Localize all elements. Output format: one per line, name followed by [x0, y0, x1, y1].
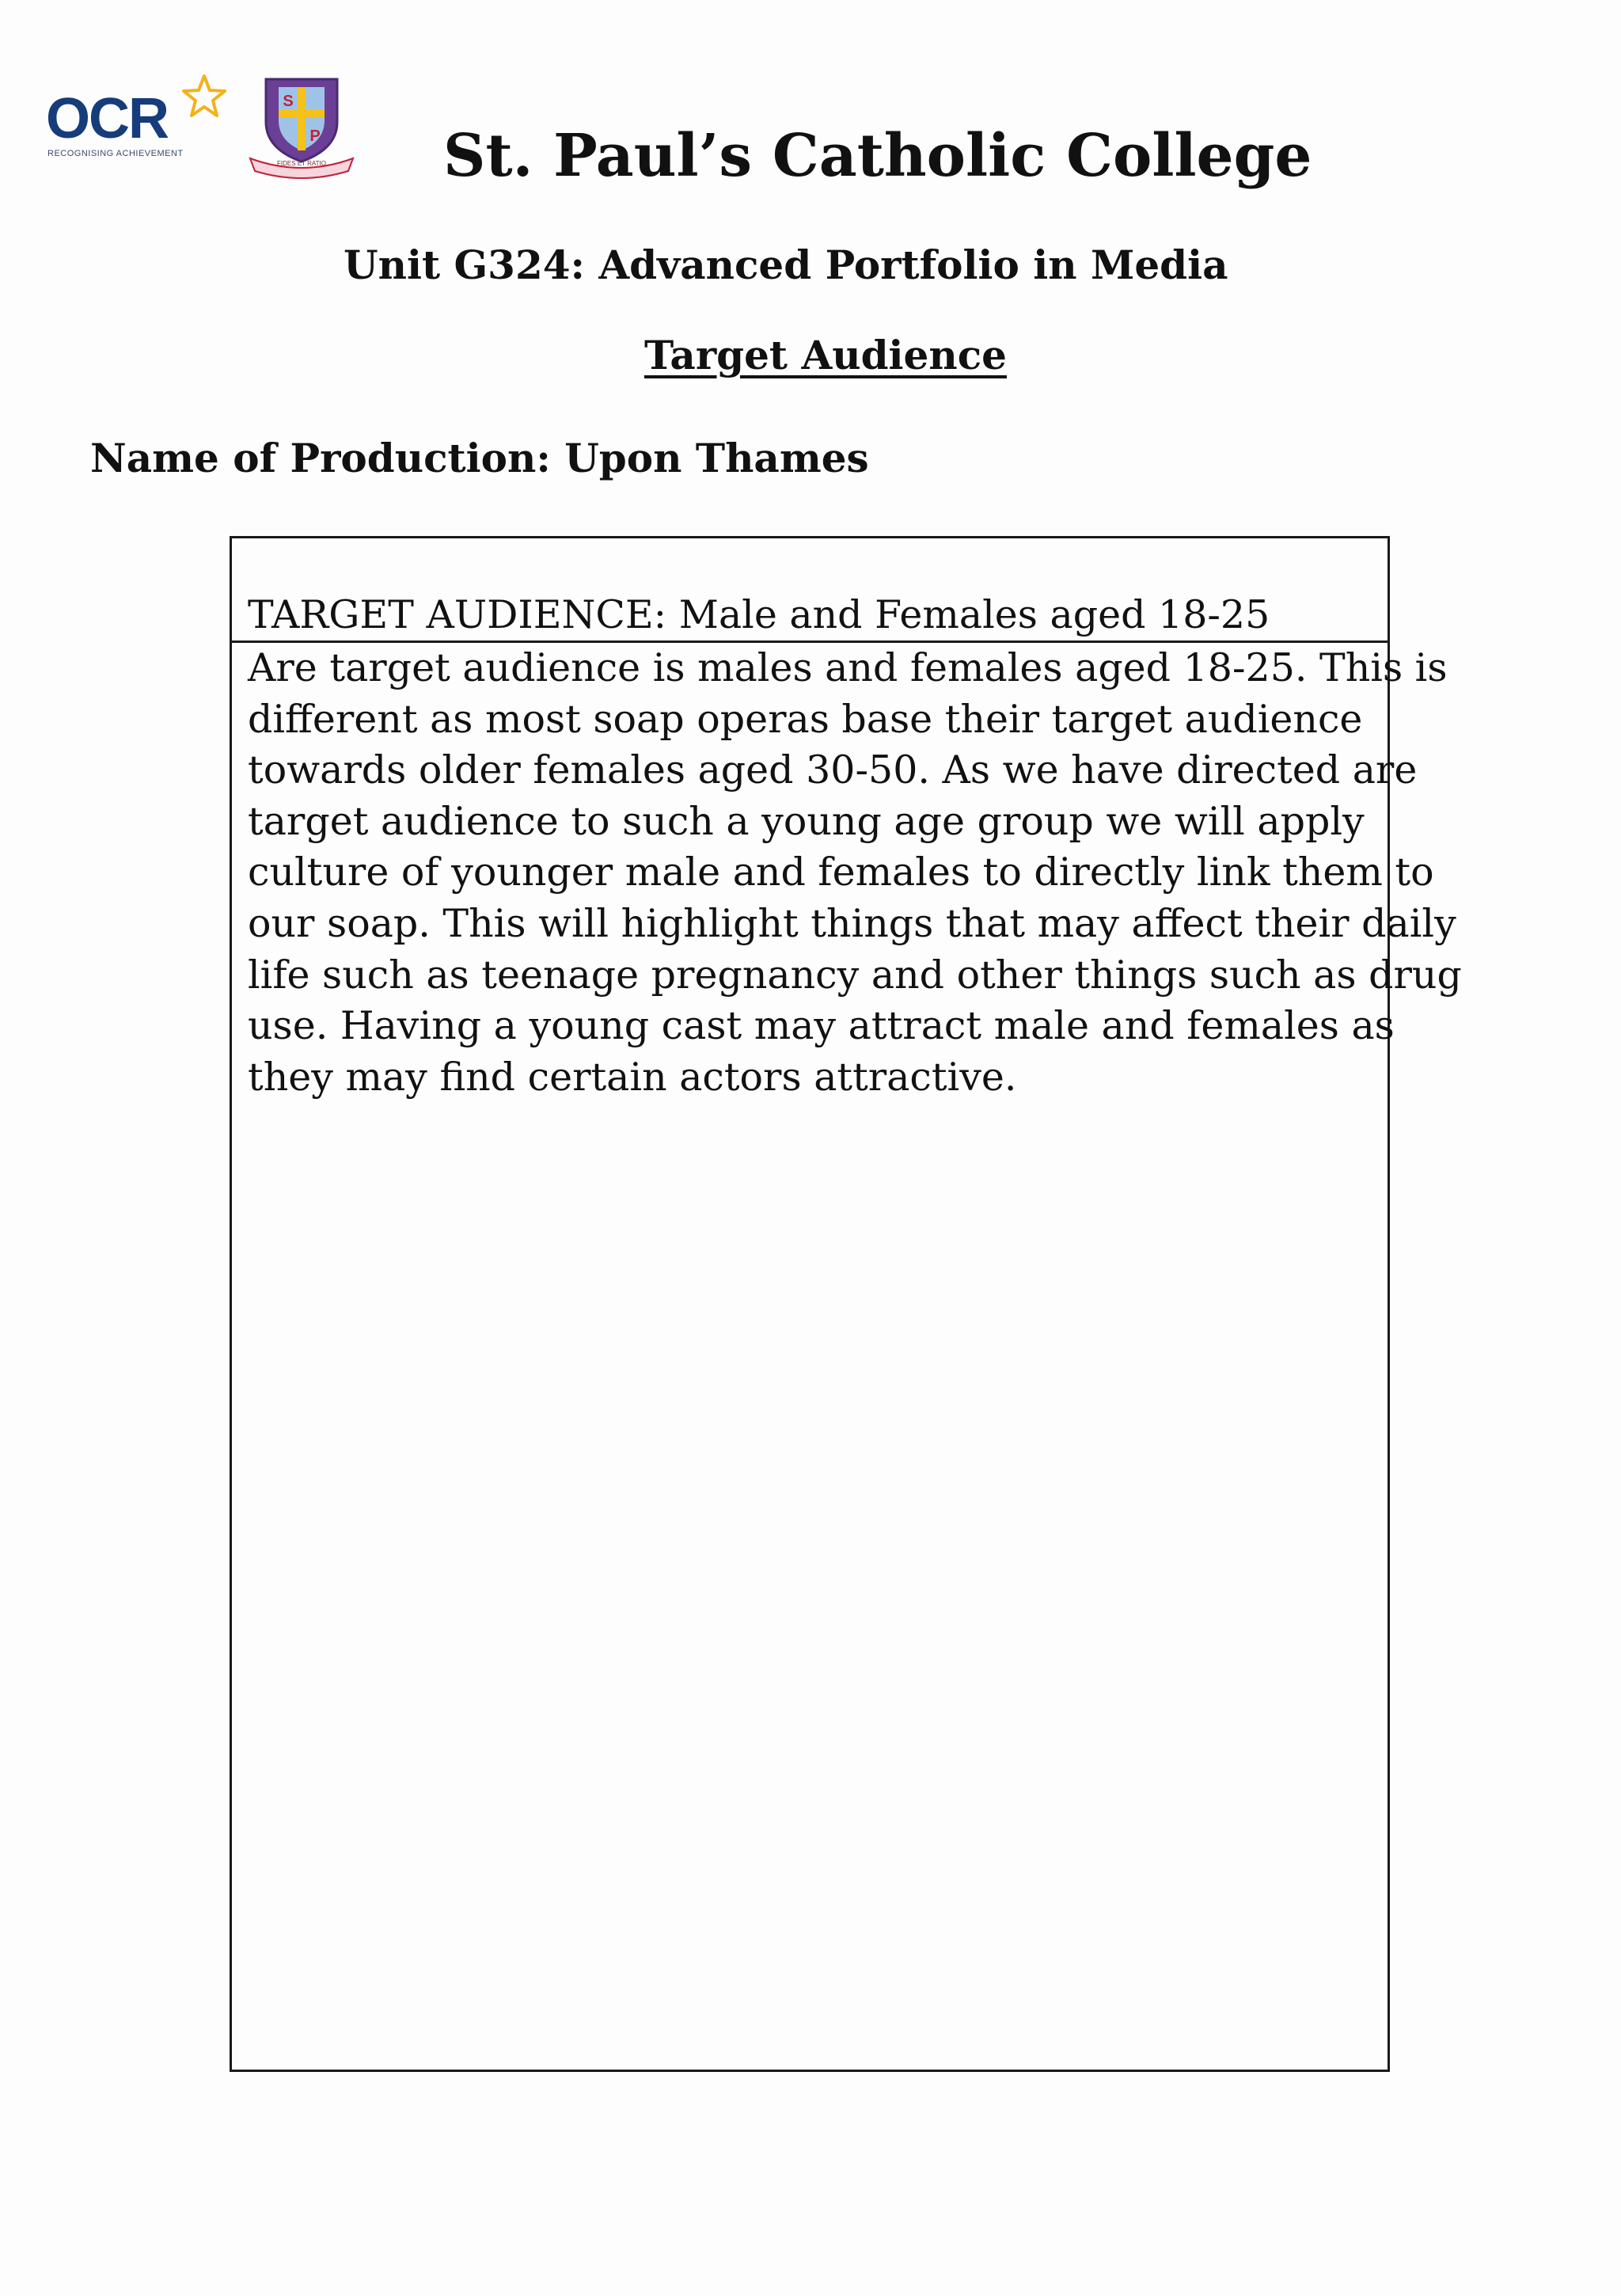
body-line: life such as teenage pregnancy and other things such as drug: [248, 952, 1462, 998]
star-icon: [180, 73, 228, 120]
body-line: Are target audience is males and females aged 18-25. This is: [248, 645, 1448, 690]
target-audience-header-cell: [232, 538, 1388, 643]
college-name: St. Paul’s Catholic College: [443, 122, 1312, 190]
unit-title: Unit G324: Advanced Portfolio in Media: [344, 241, 1228, 288]
ocr-logo: [46, 73, 228, 166]
body-line: they may find certain actors attractive.: [248, 1054, 1017, 1100]
production-name: Name of Production: Upon Thames: [90, 435, 869, 481]
body-line: our soap. This will highlight things that may affect their daily: [248, 900, 1456, 946]
body-line: use. Having a young cast may attract male and females as: [248, 1003, 1395, 1049]
body-line: target audience to such a young age group we will apply: [248, 798, 1365, 844]
crest-motto: FIDES ET RATIO: [277, 160, 326, 167]
section-title: Target Audience: [644, 332, 1007, 378]
target-audience-table: [230, 536, 1462, 2072]
college-crest: [242, 73, 361, 184]
crest-shield-icon: [242, 73, 361, 184]
body-line: culture of younger male and females to directly link them to: [248, 850, 1434, 895]
crest-letter-s: S: [283, 93, 294, 110]
target-audience-body-cell: [248, 643, 1462, 1103]
body-line: different as most soap operas base their target audience: [248, 696, 1363, 742]
target-audience-heading: TARGET AUDIENCE: Male and Females aged 18-25: [248, 592, 1270, 637]
ocr-logo-text: OCR: [46, 87, 168, 150]
header-logos: [46, 73, 363, 192]
crest-letter-p: P: [309, 127, 321, 145]
body-line: towards older females aged 30-50. As we have directed are: [248, 747, 1418, 793]
ocr-tagline: RECOGNISING ACHIEVEMENT: [47, 149, 184, 158]
